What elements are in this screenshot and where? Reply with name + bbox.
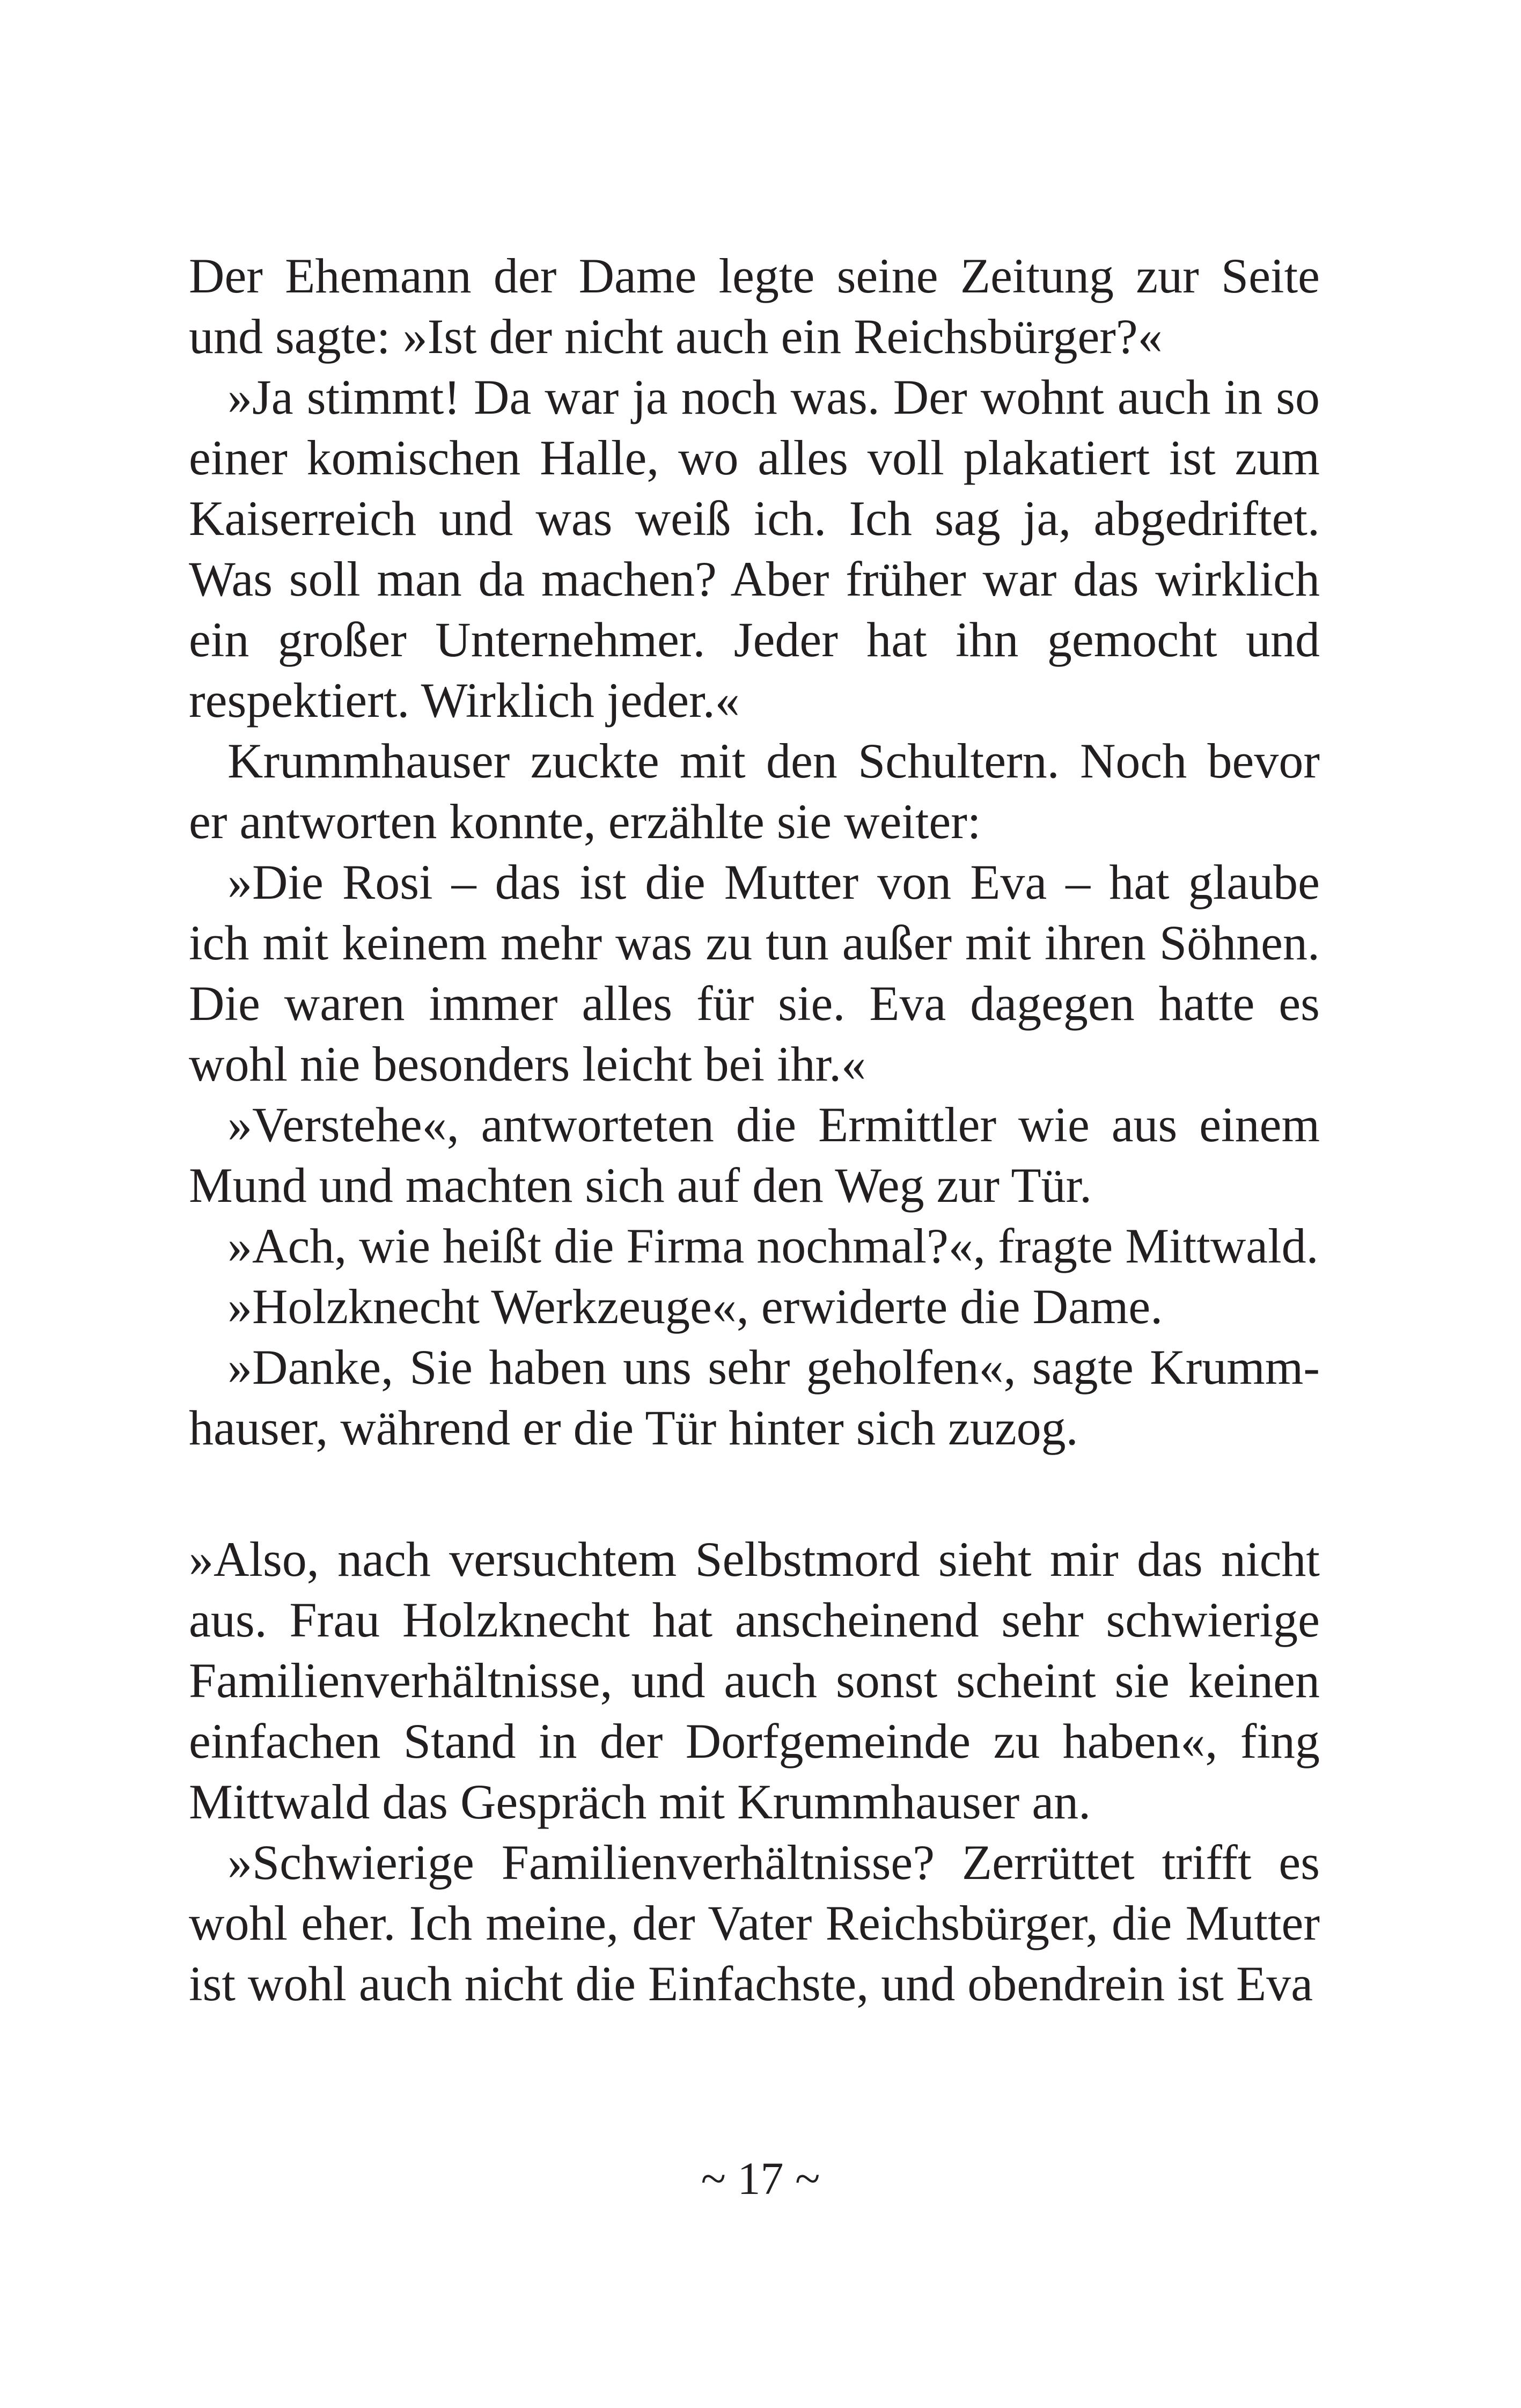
paragraph: »Danke, Sie haben uns sehr geholfen«, sagte Krummhauser, während er die Tür hinter sich zuzog. bbox=[189, 1340, 1320, 1455]
paragraph: »Schwierige Familienverhältnisse? Zerrüttet trifft es wohl eher. Ich meine, der Vater Reichsbürger, die Mutter ist wohl auch nicht die Einfachste, und obendrein ist Eva bbox=[189, 1835, 1320, 2011]
paragraph: Der Ehemann der Dame legte seine Zeitung zur Seite und sagte: »Ist der nicht auch ein Reichsbürger?« bbox=[189, 248, 1320, 364]
paragraph: »Ach, wie heißt die Firma nochmal?«, fragte Mittwald. bbox=[227, 1218, 1319, 1273]
paragraph: »Holzknecht Werkzeuge«, erwiderte die Dame. bbox=[227, 1279, 1163, 1334]
paragraph: »Also, nach versuchtem Selbstmord sieht mir das nicht aus. Frau Holzknecht hat anscheinend sehr schwierige Familienverhältnisse, und auch sonst scheint sie keinen einfachen Stand in der Dorfgemeinde zu haben«, fing Mittwald das Gespräch mit Krummhauser an. bbox=[189, 1532, 1320, 1829]
paragraph: »Ja stimmt! Da war ja noch was. Der wohnt auch in so einer komischen Halle, wo alles voll plakatiert ist zum Kaiserreich und was weiß ich. Ich sag ja, abgedriftet. Was soll man da machen? Aber früher war das wirklich ein großer Unternehmer. Jeder hat ihn gemocht und respektiert. Wirklich jeder.« bbox=[189, 370, 1320, 728]
paragraph: »Die Rosi – das ist die Mutter von Eva – hat glaube ich mit keinem mehr was zu tun außer mit ihren Söhnen. Die waren immer alles für sie. Eva dagegen hatte es wohl nie besonders leicht bei ihr.« bbox=[189, 855, 1320, 1091]
page-number: ~ 17 ~ bbox=[701, 2153, 820, 2204]
paragraph: Krummhauser zuckte mit den Schultern. Noch bevor er antworten konnte, erzählte sie weiter: bbox=[189, 733, 1320, 849]
text-section-2 bbox=[189, 1529, 1320, 2014]
paragraph: »Verstehe«, antworteten die Ermittler wie aus einem Mund und machten sich auf den Weg zur Tür. bbox=[189, 1097, 1320, 1213]
text-section-1 bbox=[189, 246, 1320, 1458]
